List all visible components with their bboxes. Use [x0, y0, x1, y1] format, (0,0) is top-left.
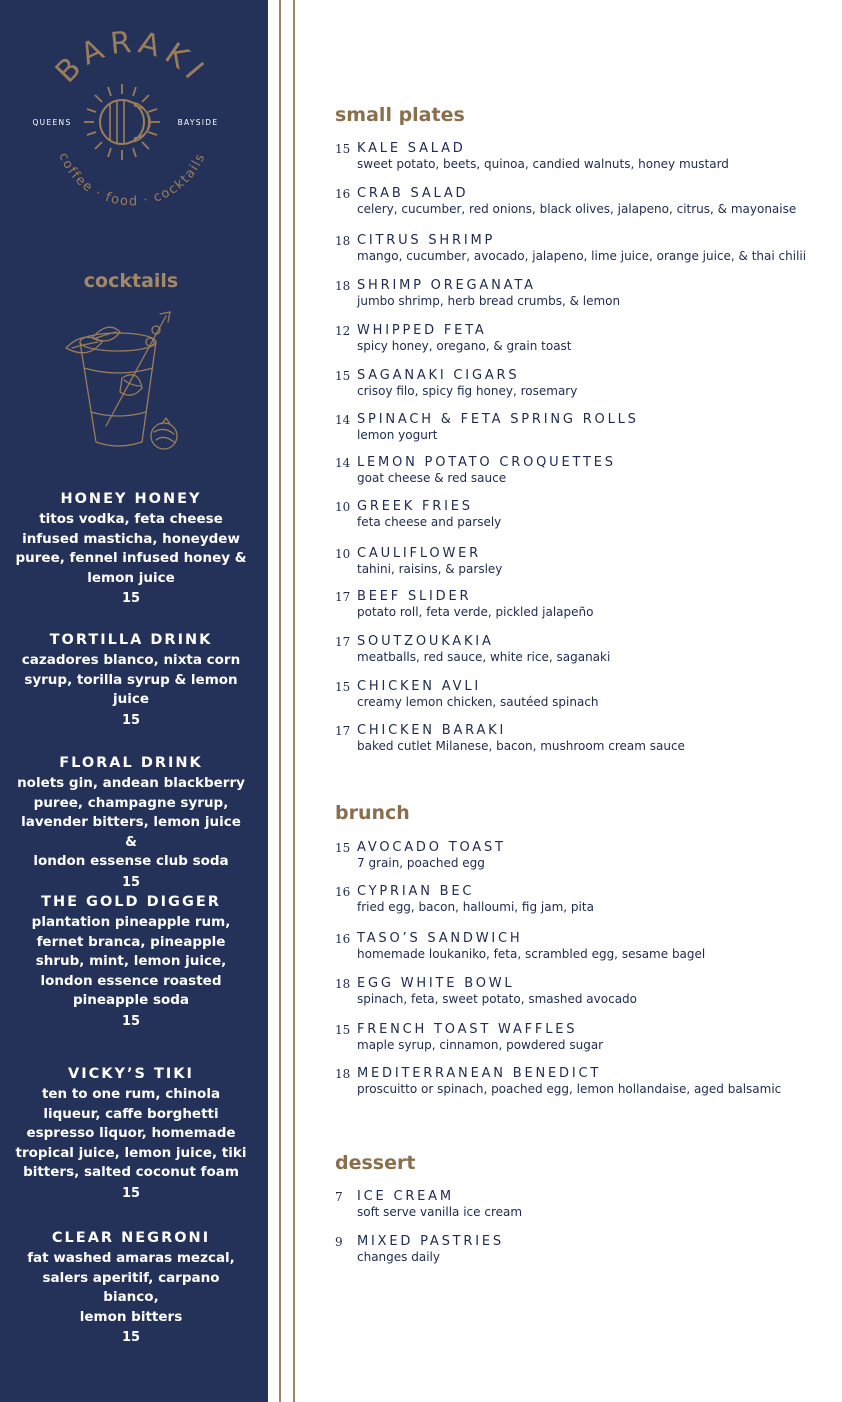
- item-name: CHICKEN AVLI: [357, 679, 481, 694]
- cocktail-name: FLORAL DRINK: [59, 755, 203, 771]
- item-name: ICE CREAM: [357, 1189, 454, 1204]
- cocktail-desc-line: ten to one rum, chinola: [41, 1086, 221, 1102]
- item-name: CITRUS SHRIMP: [357, 233, 496, 248]
- item-name: AVOCADO TOAST: [357, 840, 506, 855]
- section-title-brunch: brunch: [335, 802, 410, 824]
- item-price: 18: [335, 977, 351, 991]
- item-name: SHRIMP OREGANATA: [357, 278, 536, 293]
- item-description: mango, cucumber, avocado, jalapeno, lime juice, orange juice, & thai chilii: [357, 249, 807, 263]
- cocktail-desc-line: salers aperitif, carpano bianco,: [42, 1269, 220, 1305]
- cocktail-glass-icon: [58, 308, 188, 458]
- item-name: MEDITERRANEAN BENEDICT: [357, 1066, 602, 1081]
- cocktail-desc-line: london essense club soda: [33, 853, 229, 869]
- cocktail-desc-line: syrup, torilla syrup & lemon: [24, 671, 238, 688]
- location-right: BAYSIDE: [177, 118, 219, 127]
- cocktail-desc-line: titos vodka, feta cheese: [39, 511, 223, 527]
- item-name: LEMON POTATO CROQUETTES: [357, 455, 616, 470]
- cocktail-desc-line: pineapple soda: [72, 992, 190, 1008]
- item-price: 10: [335, 500, 351, 514]
- item-price: 9: [335, 1235, 343, 1249]
- item-price: 17: [335, 590, 351, 604]
- item-price: 17: [335, 635, 351, 649]
- item-description: spicy honey, oregano, & grain toast: [357, 339, 572, 353]
- cocktail-honey-honey: [14, 488, 248, 609]
- item-name: SPINACH & FETA SPRING ROLLS: [357, 412, 639, 427]
- item-name: CRAB SALAD: [357, 186, 469, 201]
- item-name: SAGANAKI CIGARS: [357, 368, 520, 383]
- item-price: 15: [335, 142, 351, 156]
- cocktail-desc-line: tropical juice, lemon juice, tiki: [15, 1144, 247, 1161]
- item-description: crisoy filo, spicy fig honey, rosemary: [357, 384, 578, 398]
- cocktails-section-title: cocktails: [83, 270, 179, 292]
- cocktail-desc-line: fat washed amaras mezcal,: [27, 1250, 235, 1266]
- cocktail-desc-line: fernet branca, pineapple: [36, 933, 226, 950]
- cocktail-desc-line: london essence roasted: [40, 972, 222, 989]
- item-description: lemon yogurt: [357, 428, 438, 442]
- cocktail-desc-line: lemon juice: [87, 569, 175, 586]
- item-name: MIXED PASTRIES: [357, 1234, 504, 1249]
- item-price: 16: [335, 932, 351, 946]
- section-title-dessert: dessert: [335, 1152, 416, 1174]
- cocktail-price: 15: [121, 591, 141, 606]
- cocktail-price: 15: [121, 1185, 141, 1201]
- cocktail-desc-line: bitters, salted coconut foam: [23, 1164, 239, 1180]
- cocktail-floral-drink: [14, 752, 248, 893]
- item-price: 16: [335, 187, 351, 201]
- brand-tagline: coffee · food · cocktails: [55, 150, 209, 210]
- item-price: 17: [335, 724, 351, 738]
- baraki-logo: [0, 24, 268, 224]
- cocktail-desc-line: lavender bitters, lemon juice &: [21, 814, 241, 850]
- item-name: CAULIFLOWER: [357, 546, 481, 561]
- cocktail-desc-line: liqueur, caffe borghetti: [43, 1105, 219, 1122]
- cocktail-desc-line: lemon bitters: [79, 1308, 183, 1325]
- cocktail-vickys-tiki: [14, 1063, 248, 1204]
- item-description: proscuitto or spinach, poached egg, lemon hollandaise, aged balsamic: [357, 1082, 782, 1096]
- cocktail-desc-line: puree, fennel infused honey &: [15, 550, 247, 566]
- cocktail-name: VICKY’S TIKI: [68, 1066, 194, 1082]
- item-name: CYPRIAN BEC: [357, 884, 475, 899]
- svg-text:coffee · food · cocktails: [55, 151, 208, 210]
- item-name: EGG WHITE BOWL: [357, 976, 515, 991]
- cocktail-clear-negroni: [14, 1227, 248, 1348]
- item-name: FRENCH TOAST WAFFLES: [357, 1022, 578, 1037]
- cocktail-name: HONEY HONEY: [60, 491, 202, 507]
- item-description: meatballs, red sauce, white rice, saganaki: [357, 650, 611, 664]
- item-description: tahini, raisins, & parsley: [357, 562, 503, 576]
- item-name: SOUTZOUKAKIA: [357, 634, 494, 649]
- divider-line: [279, 0, 281, 1402]
- item-name: GREEK FRIES: [357, 499, 473, 514]
- cocktail-desc-line: juice: [112, 691, 150, 707]
- cocktail-desc-line: infused masticha, honeydew: [22, 530, 240, 547]
- item-price: 15: [335, 841, 351, 855]
- item-price: 12: [335, 324, 351, 338]
- item-description: changes daily: [357, 1250, 440, 1264]
- cocktail-desc-line: nolets gin, andean blackberry: [17, 775, 245, 791]
- item-description: celery, cucumber, red onions, black olives, jalapeno, citrus, & mayonaise: [357, 202, 797, 216]
- item-description: jumbo shrimp, herb bread crumbs, & lemon: [357, 294, 621, 308]
- item-price: 15: [335, 680, 351, 694]
- brand-name: BARAKI: [48, 24, 214, 91]
- cocktail-price: 15: [121, 874, 141, 890]
- cocktail-name: CLEAR NEGRONI: [51, 1230, 211, 1246]
- item-price: 18: [335, 234, 351, 248]
- item-description: soft serve vanilla ice cream: [357, 1205, 523, 1219]
- item-description: baked cutlet Milanese, bacon, mushroom cream sauce: [357, 739, 685, 753]
- item-description: spinach, feta, sweet potato, smashed avocado: [357, 992, 638, 1006]
- item-name: KALE SALAD: [357, 141, 466, 156]
- item-price: 14: [335, 456, 351, 470]
- cocktail-price: 15: [121, 1330, 141, 1345]
- item-description: feta cheese and parsely: [357, 515, 502, 529]
- item-name: CHICKEN BARAKI: [357, 723, 507, 738]
- item-price: 14: [335, 413, 351, 427]
- item-description: potato roll, feta verde, pickled jalapeño: [357, 605, 594, 619]
- item-description: maple syrup, cinnamon, powdered sugar: [357, 1038, 604, 1052]
- cocktail-desc-line: puree, champagne syrup,: [33, 794, 229, 811]
- item-description: homemade loukaniko, feta, scrambled egg, sesame bagel: [357, 947, 706, 961]
- cocktail-price: 15: [121, 712, 141, 728]
- svg-text:BARAKI: [49, 25, 214, 90]
- cocktail-desc-line: espresso liquor, homemade: [26, 1125, 236, 1141]
- cocktail-tortilla-drink: [14, 629, 248, 731]
- item-price: 18: [335, 1067, 351, 1081]
- cocktail-name: THE GOLD DIGGER: [41, 894, 221, 910]
- cocktail-desc-line: plantation pineapple rum,: [31, 914, 231, 930]
- cocktail-sidebar: [0, 0, 268, 1402]
- item-price: 15: [335, 1023, 351, 1037]
- item-description: sweet potato, beets, quinoa, candied walnuts, honey mustard: [357, 157, 729, 171]
- item-price: 16: [335, 885, 351, 899]
- item-price: 18: [335, 279, 351, 293]
- section-title-small-plates: small plates: [335, 104, 465, 126]
- item-name: WHIPPED FETA: [357, 323, 487, 338]
- cocktail-price: 15: [121, 1013, 141, 1029]
- item-description: 7 grain, poached egg: [357, 856, 485, 870]
- item-price: 15: [335, 369, 351, 383]
- divider-line: [293, 0, 295, 1402]
- cocktail-name: TORTILLA DRINK: [49, 632, 213, 648]
- location-left: QUEENS: [32, 118, 72, 127]
- item-name: TASO’S SANDWICH: [357, 931, 523, 946]
- item-description: goat cheese & red sauce: [357, 471, 507, 485]
- item-description: fried egg, bacon, halloumi, fig jam, pita: [357, 900, 594, 914]
- cocktail-desc-line: cazadores blanco, nixta corn: [21, 652, 241, 668]
- item-price: 7: [335, 1190, 343, 1204]
- cocktail-desc-line: shrub, mint, lemon juice,: [35, 953, 227, 969]
- sun-emblem-icon: [84, 84, 160, 160]
- cocktail-the-gold-digger: [14, 891, 248, 1032]
- item-description: creamy lemon chicken, sautéed spinach: [357, 695, 599, 709]
- item-name: BEEF SLIDER: [357, 589, 472, 604]
- item-price: 10: [335, 547, 351, 561]
